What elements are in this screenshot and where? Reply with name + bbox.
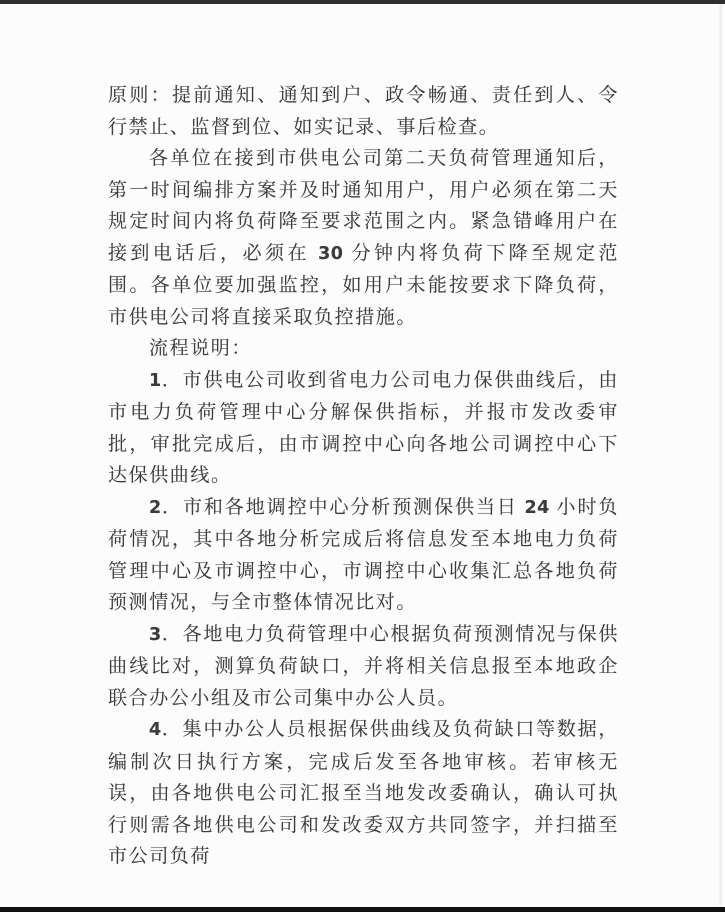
page-right-edge-shadow bbox=[718, 4, 722, 907]
numeral: 2 bbox=[149, 497, 162, 518]
document-text-body bbox=[108, 80, 619, 873]
paragraph: 4．集中办公人员根据保供曲线及负荷缺口等数据，编制次日执行方案，完成后发至各地审核。若审核无误，由各地供电公司汇报至当地发改委确认，确认可执行则需各地供电公司和发改委双方共同签字，并扫描至市公司负荷 bbox=[108, 719, 619, 867]
numeral: 24 bbox=[524, 497, 550, 518]
numeral: 30 bbox=[318, 243, 344, 264]
paragraph: 1．市供电公司收到省电力公司电力保供曲线后，由市电力负荷管理中心分解保供指标，并报市发改委审批，审批完成后，由市调控中心向各地公司调控中心下达保供曲线。 bbox=[108, 369, 619, 486]
numeral: 4 bbox=[149, 720, 162, 740]
paragraph: 流程说明： bbox=[149, 338, 253, 359]
numeral: 3 bbox=[149, 624, 162, 645]
top-border-bar bbox=[0, 0, 725, 4]
paragraph: 3．各地电力负荷管理中心根据负荷预测情况与保供曲线比对，测算负荷缺口，并将相关信息报至本地政企联合办公小组及市公司集中办公人员。 bbox=[108, 623, 619, 709]
numeral: 1 bbox=[149, 370, 162, 391]
paragraph: 各单位在接到市供电公司第二天负荷管理通知后，第一时间编排方案并及时通知用户，用户必须在第二天规定时间内将负荷降至要求范围之内。紧急错峰用户在接到电话后，必须在 30 分钟内将负荷下降至规定范围。各单位要加强监控，如用户未能按要求下降负荷，市供电公司将直接采取负控措施。 bbox=[108, 148, 619, 328]
bottom-border-bar bbox=[0, 907, 725, 912]
paragraph: 原则：提前通知、通知到户、政令畅通、责任到人、令行禁止、监督到位、如实记录、事后检查。 bbox=[108, 85, 619, 138]
paragraph: 2．市和各地调控中心分析预测保供当日 24 小时负荷情况，其中各地分析完成后将信息发至本地电力负荷管理中心及市调控中心，市调控中心收集汇总各地负荷预测情况，与全市整体情况比对。 bbox=[108, 496, 619, 613]
